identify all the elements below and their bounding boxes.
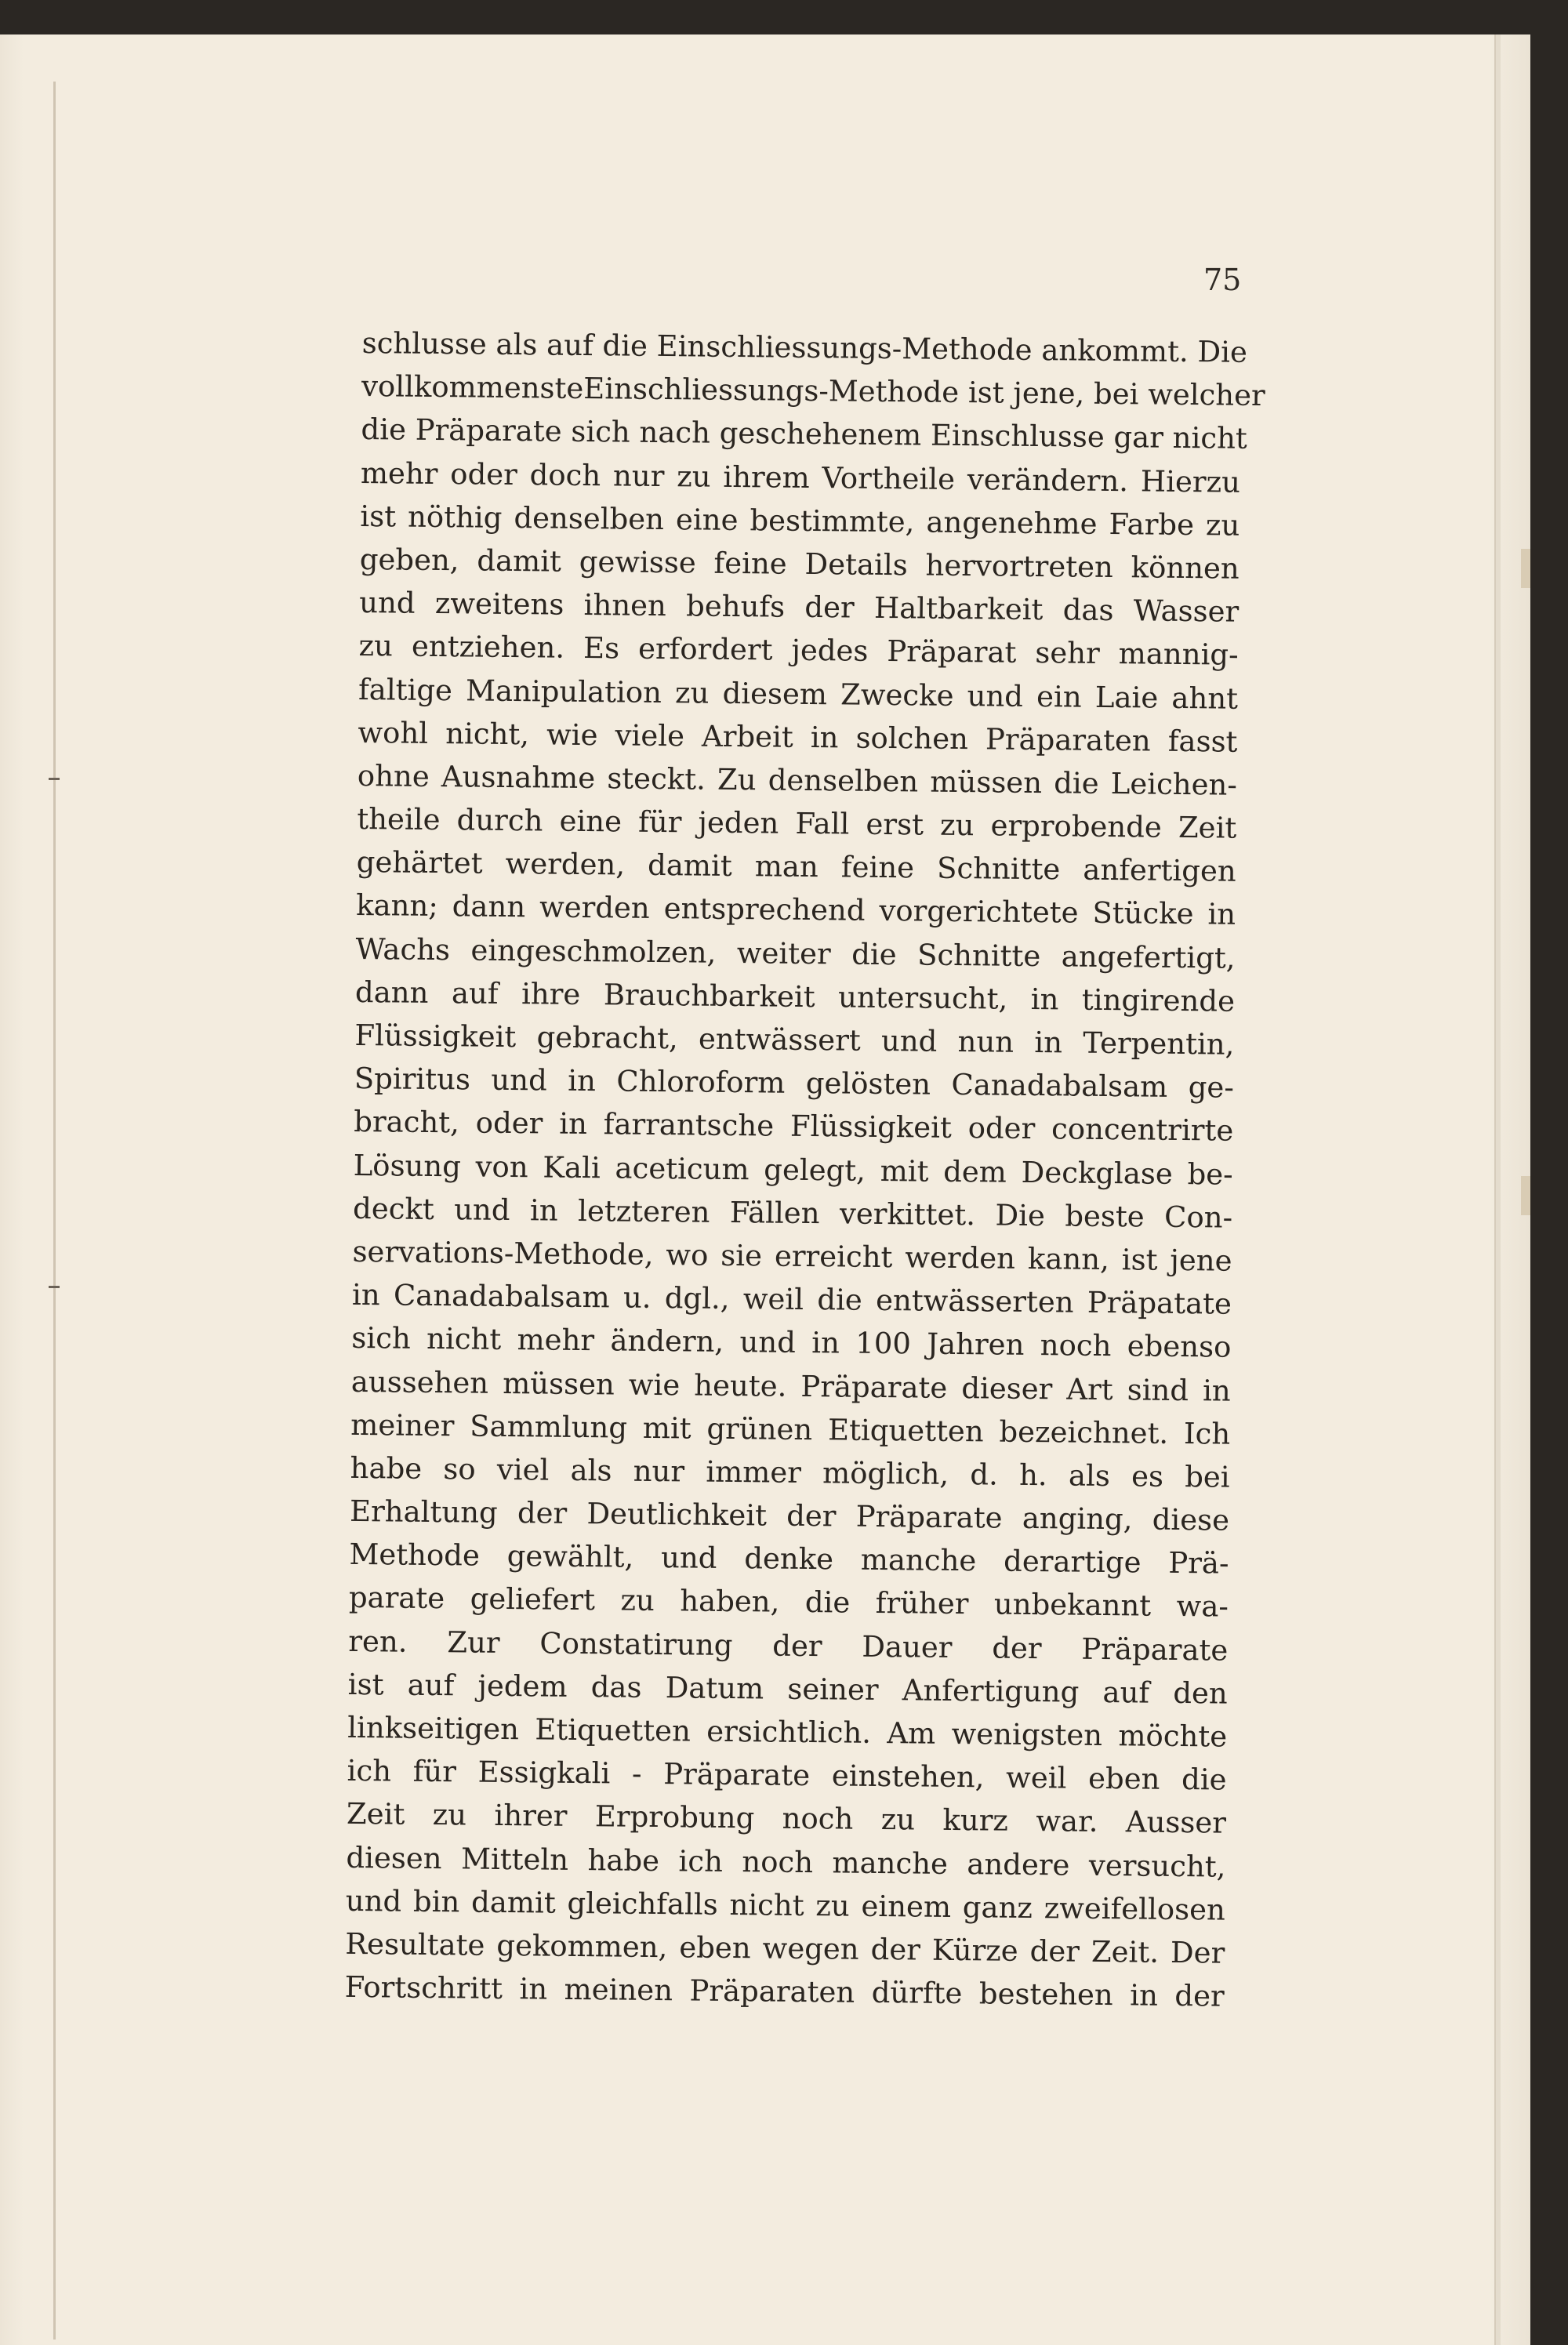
text-line: Erhaltung der Deutlichkeit der Präparate anging, diese [349,1494,1230,1537]
margin-tick [49,778,60,780]
text-line: deckt und in letzteren Fällen verkittet. Die beste Con- [352,1191,1233,1235]
page-edge [1494,34,1501,2345]
text-line: ist auf jedem das Datum seiner Anfertigung auf den [347,1667,1228,1711]
text-line: bracht, oder in farrantsche Flüssigkeit oder concentrirte [354,1105,1234,1149]
text-line: zu entziehen. Es erfordert jedes Präparat sehr mannig- [358,629,1239,673]
text-line: Zeit zu ihrer Erprobung noch zu kurz war. Ausser [346,1797,1227,1841]
text-line: Spiritus und in Chloroform gelösten Canadabalsam ge- [354,1062,1235,1105]
text-line: faltige Manipulation zu diesem Zwecke und ein Laie ahnt [358,672,1239,716]
text-line: linkseitigen Etiquetten ersichtlich. Am wenigsten möchte [347,1710,1228,1754]
text-line: ren. Zur Constatirung der Dauer der Präparate [348,1624,1229,1668]
right-edge-mark [1521,1176,1530,1215]
text-line: servations-Methode, wo sie erreicht werden kann, ist jene [352,1234,1232,1278]
text-line: geben, damit gewisse feine Details hervortreten können [359,542,1240,586]
text-line: Wachs eingeschmolzen, weiter die Schnitte angefertigt, [355,931,1236,975]
text-line: dann auf ihre Brauchbarkeit untersucht, in tingirende [354,975,1236,1018]
body-text [344,321,1265,2018]
gutter-line [53,82,56,2340]
text-line: Lösung von Kali aceticum gelegt, mit dem Deckglase be- [353,1148,1233,1192]
text-line: Resultate gekommen, eben wegen der Kürze der Zeit. Der [345,1926,1225,1970]
text-line: und zweitens ihnen behufs der Haltbarkeit das Wasser [359,586,1240,629]
text-line: Flüssigkeit gebracht, entwässert und nun in Terpentin, [354,1018,1235,1062]
text-line: ist nöthig denselben eine bestimmte, angenehme Farbe zu [360,499,1240,543]
text-line: aussehen müssen wie heute. Präparate dieser Art sind in [350,1364,1232,1408]
text-line: diesen Mitteln habe ich noch manche andere versucht, [346,1840,1226,1884]
text-line: parate geliefert zu haben, die früher unbekannt wa- [348,1581,1229,1624]
text-line: Methode gewählt, und denke manche derartige Prä- [349,1537,1229,1581]
text-line: ohne Ausnahme steckt. Zu denselben müssen die Leichen- [357,758,1238,802]
right-edge-mark [1521,549,1530,588]
text-line: mehr oder doch nur zu ihrem Vortheile verändern. Hierzu [360,456,1241,499]
text-line: ich für Essigkali - Präparate einstehen, weil eben die [347,1754,1227,1797]
text-line: in Canadabalsam u. dgl., weil die entwässerten Präpatate [351,1278,1232,1321]
margin-tick [49,1286,60,1288]
text-line: meiner Sammlung mit grünen Etiquetten bezeichnet. Ich [350,1407,1231,1451]
text-line: Fortschritt in meinen Präparaten dürfte bestehen in der [344,1970,1225,2013]
text-line: und bin damit gleichfalls nicht zu einem ganz zweifellosen [345,1883,1226,1927]
text-line: vollkommensteEinschliessungs-Methode ist jene, bei welcher [361,369,1265,413]
text-line: schlusse als auf die Einschliessungs-Methode ankommt. Die [361,325,1248,369]
text-line: sich nicht mehr ändern, und in 100 Jahren noch ebenso [351,1321,1232,1364]
text-line: theile durch eine für jeden Fall erst zu erprobende Zeit [357,802,1237,845]
text-line: habe so viel als nur immer möglich, d. h. als es bei [350,1450,1230,1494]
text-line: wohl nicht, wie viele Arbeit in solchen Präparaten fasst [358,715,1238,759]
page-number: 75 [1203,263,1242,297]
text-line: gehärtet werden, damit man feine Schnitte anfertigen [356,845,1236,888]
text-line: die Präparate sich nach geschehenem Einschlusse gar nicht [361,412,1248,456]
text-line: kann; dann werden entsprechend vorgerichtete Stücke in [355,888,1236,932]
